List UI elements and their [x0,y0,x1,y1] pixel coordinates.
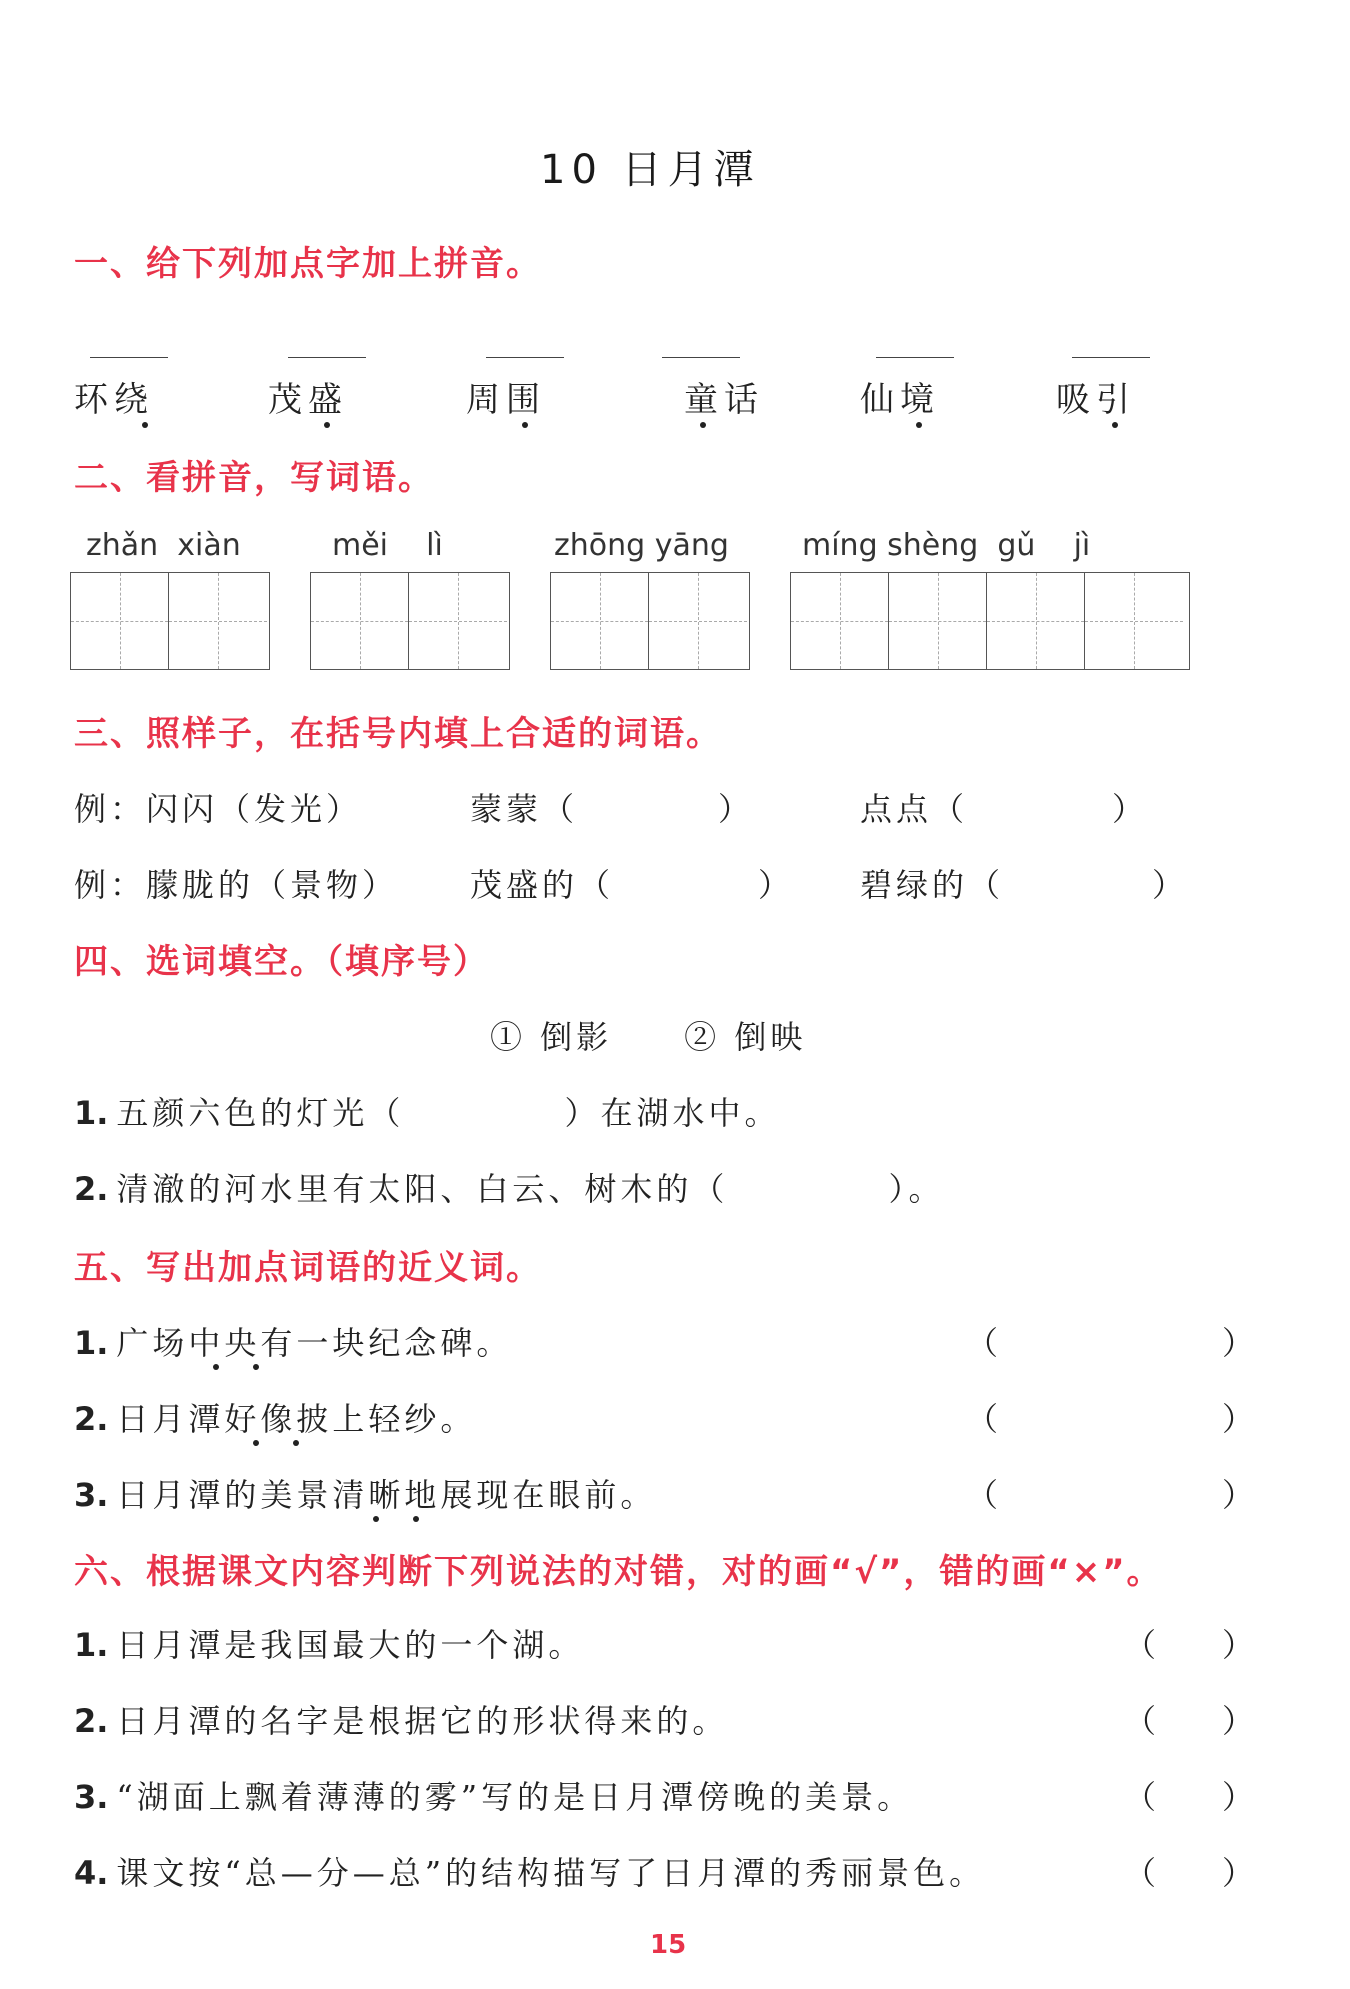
question-number: 1. [74,1094,109,1132]
answer-open-paren[interactable]: （ [1124,1854,1157,1892]
fill-item: 茂盛的（ [470,866,615,904]
word-item: 茂盛 [268,380,348,420]
emphasis-dot [213,1364,219,1370]
question-number: 2. [74,1400,109,1438]
answer-open-paren[interactable]: （ [966,1324,999,1362]
grid-cell[interactable] [791,573,889,669]
answer-close-paren: ） [1222,1778,1255,1816]
grid-cell[interactable] [169,573,267,669]
word-item: 仙境 [860,380,940,420]
close-paren: ） [718,790,751,828]
fill-item: 点点（ [860,790,969,828]
pinyin-label: zhǎn xiàn [86,528,241,563]
section-1-heading: 一、给下列加点字加上拼音。 [74,244,542,284]
emphasis-dot [916,422,922,428]
grid-cell[interactable] [71,573,169,669]
grid-cell[interactable] [551,573,649,669]
emphasis-dot [413,1516,419,1522]
section-4-heading: 四、选词填空。（填序号） [74,942,489,982]
answer-close-paren: ） [1222,1324,1255,1362]
grid-cell[interactable] [649,573,747,669]
question-row [74,1394,476,1440]
answer-blank[interactable] [288,357,366,358]
question-row [74,1318,512,1364]
grid-cell[interactable] [889,573,987,669]
pinyin-label: měi lì [332,528,443,563]
answer-open-paren[interactable]: （ [1124,1702,1157,1740]
page-title: 10 日月潭 [540,147,760,193]
fill-question [74,1164,944,1210]
question-text: 日月潭是我国最大的一个湖。 [116,1626,585,1664]
word-item: 周围 [466,380,546,420]
answer-close-paren: ） [1222,1626,1255,1664]
answer-open-paren[interactable]: （ [966,1400,999,1438]
answer-close-paren: ） [1222,1702,1255,1740]
answer-open-paren[interactable]: （ [1124,1626,1157,1664]
example-text: 例：朦胧的（景物） [74,866,399,904]
page-number: 15 [650,1930,687,1960]
question-text: 清澈的河水里有太阳、白云、树木的（ [116,1170,729,1208]
emphasis-dot [293,1440,299,1446]
writing-grid[interactable] [550,572,750,670]
emphasis-dot [253,1440,259,1446]
question-row [74,1848,985,1894]
question-number: 2. [74,1170,109,1208]
grid-cell[interactable] [987,573,1085,669]
word-item: 环绕 [74,380,154,420]
section-6-heading: 六、根据课文内容判断下列说法的对错，对的画“√”，错的画“×”。 [74,1552,1163,1592]
emphasis-dot [373,1516,379,1522]
question-row [74,1696,728,1742]
question-text: 五颜六色的灯光（ [116,1094,405,1132]
section-2-heading: 二、看拼音，写词语。 [74,458,434,498]
answer-blank[interactable] [486,357,564,358]
word-item: 童话 [684,380,764,420]
question-text: 课文按“总—分—总”的结构描写了日月潭的秀丽景色。 [116,1854,986,1892]
answer-close-paren: ） [1222,1854,1255,1892]
writing-grid[interactable] [310,572,510,670]
answer-open-paren[interactable]: （ [966,1476,999,1514]
question-number: 2. [74,1702,109,1740]
grid-cell[interactable] [311,573,409,669]
answer-blank[interactable] [90,357,168,358]
example-text: 例：闪闪（发光） [74,790,363,828]
fill-item: 碧绿的（ [860,866,1005,904]
question-text: ）。 [888,1170,945,1208]
question-number: 1. [74,1324,109,1362]
word-item: 吸引 [1056,380,1136,420]
word-choices: ① 倒影 ② 倒映 [490,1018,807,1056]
question-text: 日月潭的名字是根据它的形状得来的。 [116,1702,729,1740]
question-text: 日月潭的美景清晰地展现在眼前。 [116,1476,657,1514]
emphasis-dot [253,1364,259,1370]
grid-cell[interactable] [409,573,507,669]
question-number: 3. [74,1476,109,1514]
question-row [74,1772,913,1818]
fill-question [74,1088,780,1134]
pinyin-label: zhōng yāng [554,528,729,563]
question-row [74,1470,656,1516]
fill-item: 蒙蒙（ [470,790,579,828]
question-text: 广场中央有一块纪念碑。 [116,1324,513,1362]
question-text: 日月潭好像披上轻纱。 [116,1400,477,1438]
close-paren: ） [1112,790,1145,828]
writing-grid[interactable] [70,572,270,670]
pinyin-label: míng shèng gǔ jì [802,528,1091,563]
answer-close-paren: ） [1222,1400,1255,1438]
close-paren: ） [1152,866,1185,904]
grid-cell[interactable] [1085,573,1183,669]
answer-blank[interactable] [662,357,740,358]
emphasis-dot [324,422,330,428]
question-text: ）在湖水中。 [564,1094,781,1132]
question-row [74,1620,584,1666]
question-number: 4. [74,1854,109,1892]
emphasis-dot [142,422,148,428]
emphasis-dot [1112,422,1118,428]
answer-blank[interactable] [876,357,954,358]
question-number: 3. [74,1778,109,1816]
emphasis-dot [522,422,528,428]
question-number: 1. [74,1626,109,1664]
question-text: “湖面上飘着薄薄的雾”写的是日月潭傍晚的美景。 [116,1778,914,1816]
answer-close-paren: ） [1222,1476,1255,1514]
close-paren: ） [758,866,791,904]
answer-open-paren[interactable]: （ [1124,1778,1157,1816]
emphasis-dot [700,422,706,428]
answer-blank[interactable] [1072,357,1150,358]
writing-grid[interactable] [790,572,1190,670]
section-3-heading: 三、照样子，在括号内填上合适的词语。 [74,714,722,754]
section-5-heading: 五、写出加点词语的近义词。 [74,1248,542,1288]
